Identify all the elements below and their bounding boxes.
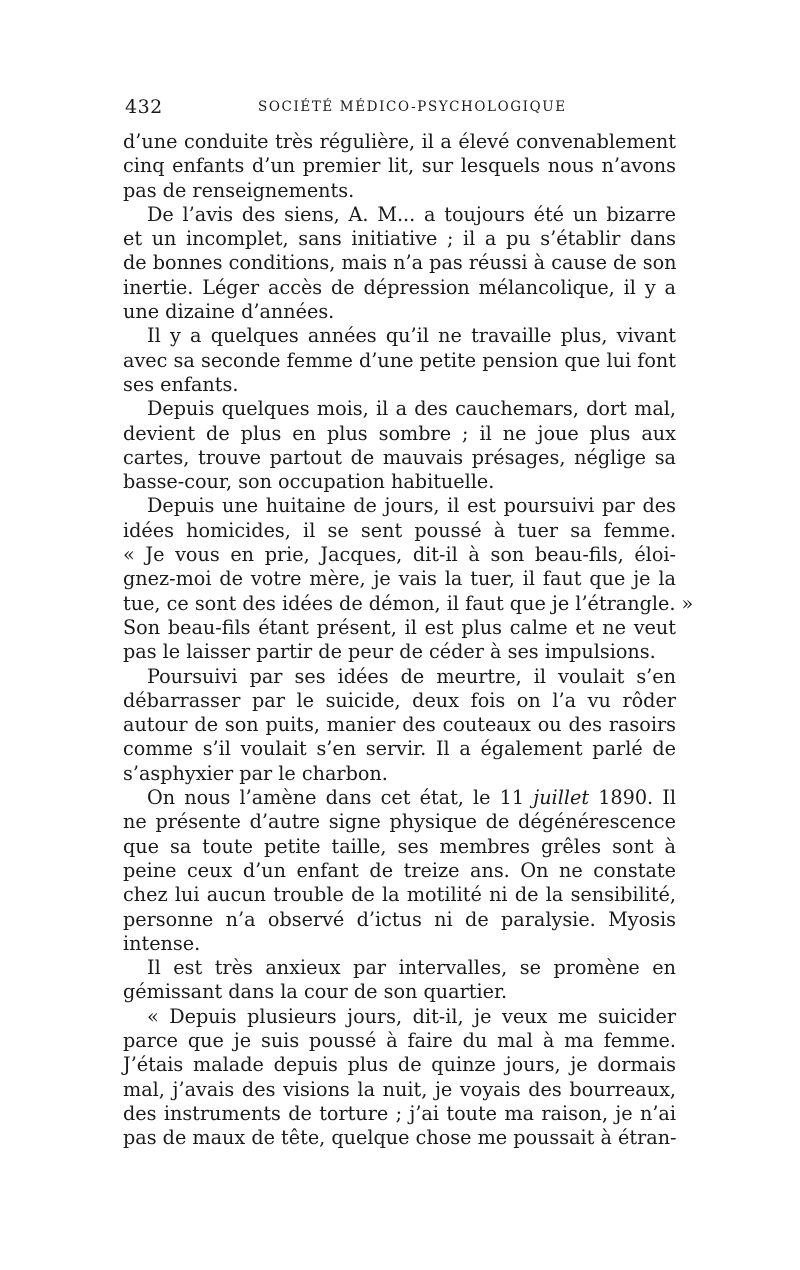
text-line: s’asphyxier par le charbon. [123, 761, 388, 785]
text-line: mal, j’avais des visions la nuit, je voyais des bourreaux, [123, 1077, 676, 1101]
text-line: intense. [123, 931, 201, 955]
text-line: ne présente d’autre signe physique de dégénérescence [123, 810, 676, 834]
text-line: personne n’a observé d’ictus ni de paralysie. Myosis [123, 907, 676, 931]
text-line: débarrasser par le suicide, deux fois on l’a vu rôder [123, 688, 676, 712]
text-line: pas de renseignements. [123, 178, 355, 202]
text-line: pas le laisser partir de peur de céder à ses impulsions. [123, 640, 656, 664]
text-line: cartes, trouve partout de mauvais présages, néglige sa [123, 445, 676, 469]
text-line: tue, ce sont des idées de démon, il faut que je l’étrangle. » [123, 591, 694, 615]
text-line: une dizaine d’années. [123, 300, 335, 324]
text-line: ses enfants. [123, 372, 239, 396]
text-line: Il est très anxieux par intervalles, se promène en [147, 956, 676, 980]
text-line: gémissant dans la cour de son quartier. [123, 980, 508, 1004]
page-number: 432 [125, 96, 163, 118]
text-line: devient de plus en plus sombre ; il ne joue plus aux [123, 421, 676, 445]
paragraph [123, 665, 676, 786]
text-line: J’étais malade depuis plus de quinze jours, je dormais [123, 1053, 676, 1077]
paragraph [123, 1005, 676, 1151]
text-line: que sa toute petite taille, ses membres grêles sont à [123, 834, 676, 858]
text-line: avec sa seconde femme d’une petite pension que lui font [123, 348, 676, 372]
paragraph [123, 494, 694, 664]
text-line: comme s’il voulait s’en servir. Il a également parlé de [123, 737, 676, 761]
text-line: d’une conduite très régulière, il a élevé convenablement [123, 130, 676, 153]
text-line: Poursuivi par ses idées de meurtre, il voulait s’en [147, 664, 676, 688]
text-line: peine ceux d’un enfant de treize ans. On ne constate [123, 858, 676, 882]
italic-date-word: juillet [533, 786, 590, 810]
text-line: Son beau-fils étant présent, il est plus calme et ne veut [123, 615, 676, 639]
text-line: Il y a quelques années qu’il ne travaille plus, vivant [147, 324, 676, 348]
paragraph [123, 956, 676, 1005]
text-line: De l’avis des siens, A. M... a toujours été un bizarre [147, 202, 676, 226]
text-line: chez lui aucun trouble de la motilité ni de la sensibilité, [123, 883, 676, 907]
text-line: parce que je suis poussé à faire du mal à ma femme. [123, 1028, 676, 1052]
paragraph [123, 786, 676, 956]
paragraph [123, 397, 676, 494]
journal-title: SOCIÉTÉ MÉDICO-PSYCHOLOGIQUE [258, 99, 567, 115]
text-line: de bonnes conditions, mais n’a pas réussi à cause de son [123, 251, 677, 275]
book-page [123, 96, 694, 1150]
paragraph [123, 203, 676, 324]
text-line: inertie. Léger accès de dépression mélancolique, il y a [123, 275, 676, 299]
text-line: cinq enfants d’un premier lit, sur lesquels nous n’avons [123, 154, 676, 178]
running-head [123, 96, 676, 122]
text-line: Depuis une huitaine de jours, il est poursuivi par des [147, 494, 676, 518]
text-line: autour de son puits, manier des couteaux ou des rasoirs [123, 713, 676, 737]
text-line: gnez-moi de votre mère, je vais la tuer, il faut que je la [123, 567, 676, 591]
text-line: idées homicides, il se sent poussé à tuer sa femme. [123, 518, 676, 542]
text-line: des instruments de torture ; j’ai toute ma raison, je n’ai [123, 1101, 676, 1125]
text-line: pas de maux de tête, quelque chose me poussait à étran- [123, 1126, 677, 1150]
text-line: Depuis quelques mois, il a des cauchemars, dort mal, [147, 397, 676, 421]
text-line: « Depuis plusieurs jours, dit-il, je veux me suicider [147, 1004, 676, 1028]
text-line: « Je vous en prie, Jacques, dit-il à son beau-fils, éloi- [123, 543, 676, 567]
text-line: On nous l’amène dans cet état, le 11 juillet 1890. Il [147, 786, 676, 810]
body-text [123, 130, 694, 1150]
paragraph [123, 324, 676, 397]
text-line: et un incomplet, sans initiative ; il a pu s’établir dans [123, 227, 676, 251]
text-line: basse-cour, son occupation habituelle. [123, 470, 495, 494]
paragraph [123, 130, 676, 203]
